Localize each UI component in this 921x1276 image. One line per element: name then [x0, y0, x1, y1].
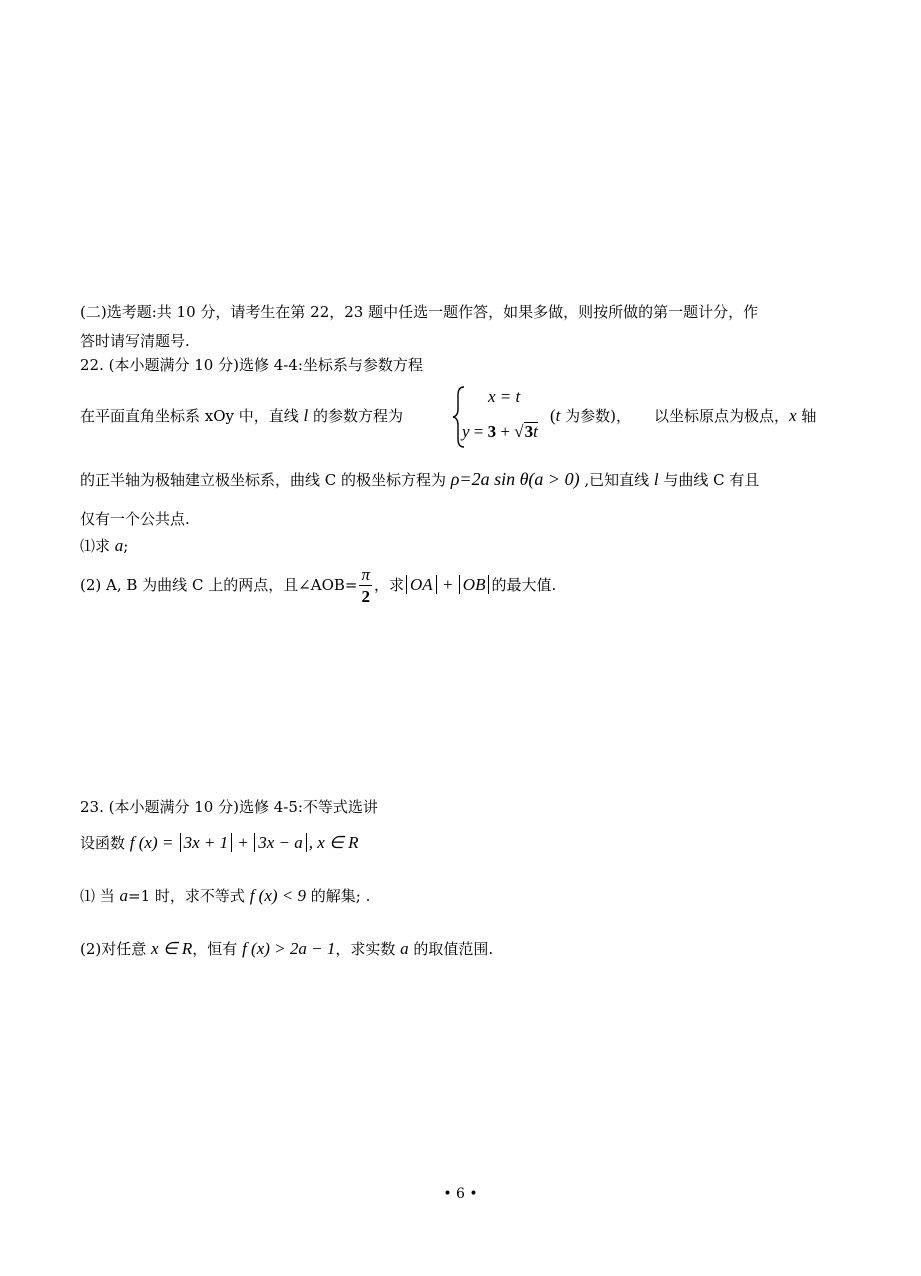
- q22-p1-axis: 轴: [796, 407, 817, 425]
- q22-p1-text-before: 在平面直角坐标系 xOy 中，直线: [80, 407, 304, 425]
- pi-over-two-fraction: [359, 565, 372, 608]
- q22-eq2-equals: =: [469, 422, 488, 441]
- q22-paragraph-1: [80, 406, 403, 426]
- q22-p1-text-mid: 的参数方程为: [308, 407, 404, 425]
- q23-part-1: [80, 886, 370, 906]
- q22-p2-end: 与曲线 C 有且: [658, 471, 760, 489]
- q23-part1-after: 的解集; .: [306, 887, 371, 905]
- q22-p1-x: x: [789, 406, 797, 425]
- page-number: • 6 •: [443, 1186, 478, 1202]
- fraction-denominator: 2: [361, 586, 370, 606]
- section-intro-line2: 答时请写清题号.: [80, 332, 190, 350]
- q22-eq2-three: 3: [487, 422, 497, 441]
- q22-p2-after: ,已知直线: [579, 471, 654, 489]
- q22-equation-x: x = t: [488, 387, 521, 406]
- section-intro-line1: (二)选考题:共 10 分，请考生在第 22，23 题中任选一题作答，如果多做，则按所做的第一题计分，作: [80, 303, 759, 321]
- q23-part2-mid: ，恒有: [192, 940, 243, 958]
- q22-paragraph-1-continued: [550, 406, 631, 426]
- q22-p2-before: 的正半轴为极轴建立极坐标系，曲线 C 的极坐标方程为: [80, 471, 451, 489]
- q23-def-prefix: 设函数: [80, 834, 130, 852]
- q22-equation-y: [462, 422, 538, 442]
- q22-eq2-plus: +: [496, 422, 515, 441]
- q22-part1-suffix: ;: [123, 537, 129, 555]
- sqrt-sign: √: [514, 422, 524, 441]
- q23-function-definition: [80, 833, 359, 853]
- q23-abs-2: 3x − a: [254, 833, 307, 852]
- q23-heading: 23. (本小题满分 10 分)选修 4-5:不等式选讲: [80, 798, 378, 816]
- q22-part-2: [80, 563, 556, 608]
- q22-p1-line-l: l: [303, 406, 309, 425]
- q23-part2-end: 的取值范围.: [408, 940, 494, 958]
- q23-def-f: f (x) =: [129, 833, 178, 852]
- q23-def-plus: +: [234, 833, 253, 852]
- q23-part2-a: a: [400, 939, 409, 958]
- q22-param-rest: 为参数)，: [560, 407, 632, 425]
- q22-param-t: t: [555, 406, 561, 425]
- q22-part2-end: 的最大值.: [491, 576, 557, 594]
- q23-def-tail: , x ∈ R: [308, 833, 359, 852]
- q23-part1-a: a: [119, 886, 129, 905]
- q22-eq2-y: y: [462, 422, 470, 441]
- q22-part-1: [80, 536, 128, 556]
- q22-paragraph-3: 仅有一个公共点.: [80, 510, 190, 528]
- q22-part1-a: a: [114, 536, 124, 555]
- q22-polar-equation: ρ=2a sin θ(a > 0): [450, 469, 580, 489]
- q22-p2-line-l: l: [653, 470, 659, 489]
- q23-part-2: [80, 939, 493, 959]
- q22-part2-plus: +: [438, 575, 457, 594]
- abs-oa: OA: [406, 575, 437, 594]
- q22-p1-after: 以坐标原点为极点，: [654, 407, 790, 425]
- q22-part2-mid: ，求: [374, 576, 405, 594]
- q22-heading: 22. (本小题满分 10 分)选修 4-4:坐标系与参数方程: [80, 356, 423, 374]
- q22-part1-prefix: ⑴求: [80, 537, 115, 555]
- q23-part2-inequality: f (x) > 2a − 1: [242, 939, 336, 958]
- fraction-numerator: π: [361, 564, 371, 584]
- abs-ob: OB: [459, 575, 490, 594]
- q23-part1-before: ⑴ 当: [80, 887, 120, 905]
- q22-param-open: (: [550, 406, 556, 425]
- q22-part2-before: (2) A, B 为曲线 C 上的两点，且∠AOB=: [80, 576, 358, 594]
- q23-part2-before: (2)对任意: [80, 940, 152, 958]
- q22-paragraph-2: [80, 469, 759, 490]
- q22-eq2-t: t: [533, 422, 538, 441]
- q23-part1-eq1: =1 时，求不等式: [128, 887, 250, 905]
- q23-part2-x-in-r: x ∈ R: [151, 939, 193, 958]
- q23-abs-1: 3x + 1: [180, 833, 233, 852]
- q22-eq2-radicand: 3: [524, 422, 534, 441]
- q22-paragraph-1-tail: [654, 406, 816, 426]
- q23-part1-inequality: f (x) < 9: [249, 886, 307, 905]
- q23-part2-mid2: ，求实数: [335, 940, 401, 958]
